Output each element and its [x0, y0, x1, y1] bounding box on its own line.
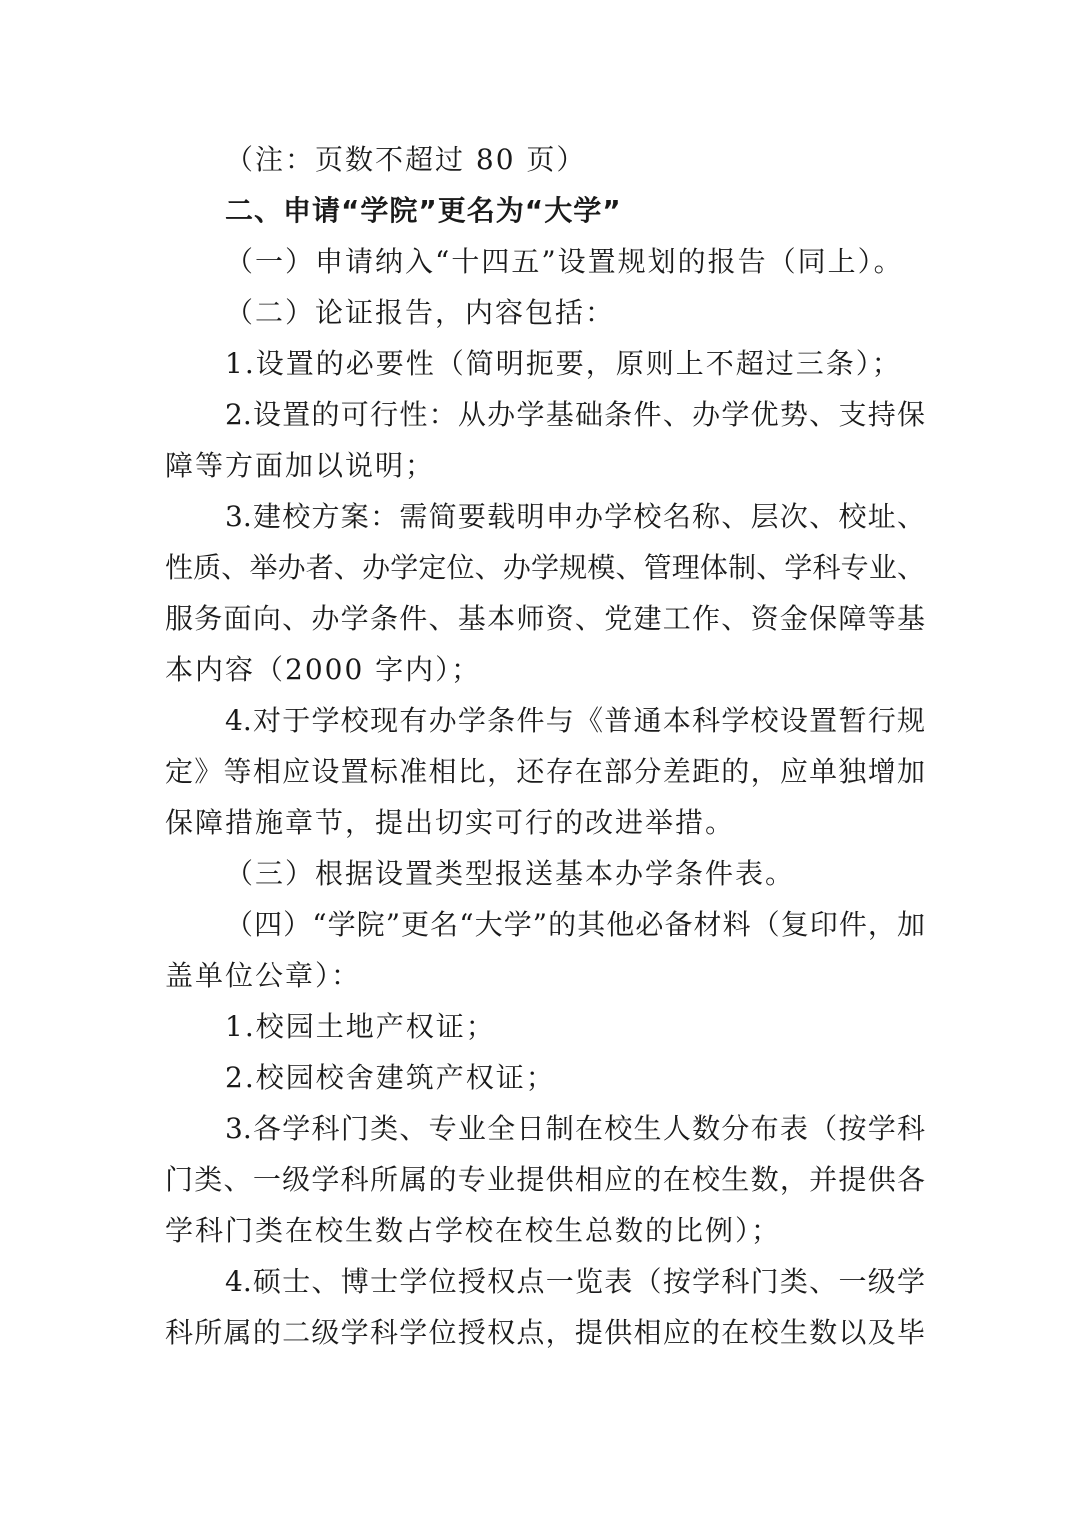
page-count-note: （注：页数不超过 80 页） [225, 143, 587, 176]
subitem-4-line-2: 定》等相应设置标准相比，还存在部分差距的，应单独增加 [165, 755, 925, 788]
material-1-line: 1.校园土地产权证； [225, 1010, 496, 1043]
subitem-2-line-2: 障等方面加以说明； [165, 449, 436, 482]
material-3-line-3: 学科门类在校生数占学校在校生总数的比例）； [165, 1214, 782, 1247]
subitem-4-line-1: 4.对于学校现有办学条件与《普通本科学校设置暂行规 [225, 704, 925, 737]
material-3-line-1: 3.各学科门类、专业全日制在校生人数分布表（按学科 [225, 1112, 925, 1145]
subitem-2-line-1: 2.设置的可行性：从办学基础条件、办学优势、支持保 [225, 398, 925, 431]
item-4-line-1: （四）“学院”更名“大学”的其他必备材料（复印件，加 [225, 908, 925, 941]
item-3-line: （三）根据设置类型报送基本办学条件表。 [225, 857, 796, 890]
material-4-line-2: 科所属的二级学科学位授权点，提供相应的在校生数以及毕 [165, 1316, 925, 1349]
item-1-line: （一）申请纳入“十四五”设置规划的报告（同上）。 [225, 245, 904, 278]
subitem-1-line: 1.设置的必要性（简明扼要，原则上不超过三条）； [225, 347, 902, 380]
item-2-line: （二）论证报告，内容包括： [225, 296, 616, 329]
subitem-3-line-3: 服务面向、办学条件、基本师资、党建工作、资金保障等基 [165, 602, 925, 635]
section-heading-2: 二、申请“学院”更名为“大学” [225, 194, 622, 227]
subitem-4-line-3: 保障措施章节，提出切实可行的改进举措。 [165, 806, 736, 839]
material-3-line-2: 门类、一级学科所属的专业提供相应的在校生数，并提供各 [165, 1163, 925, 1196]
subitem-3-line-2: 性质、举办者、办学定位、办学规模、管理体制、学科专业、 [165, 551, 925, 584]
item-4-line-2: 盖单位公章）： [165, 959, 362, 992]
subitem-3-line-1: 3.建校方案：需简要载明申办学校名称、层次、校址、 [225, 500, 925, 533]
subitem-3-line-4: 本内容（2000 字内）； [165, 653, 482, 686]
material-2-line: 2.校园校舍建筑产权证； [225, 1061, 556, 1094]
material-4-line-1: 4.硕士、博士学位授权点一览表（按学科门类、一级学 [225, 1265, 925, 1298]
